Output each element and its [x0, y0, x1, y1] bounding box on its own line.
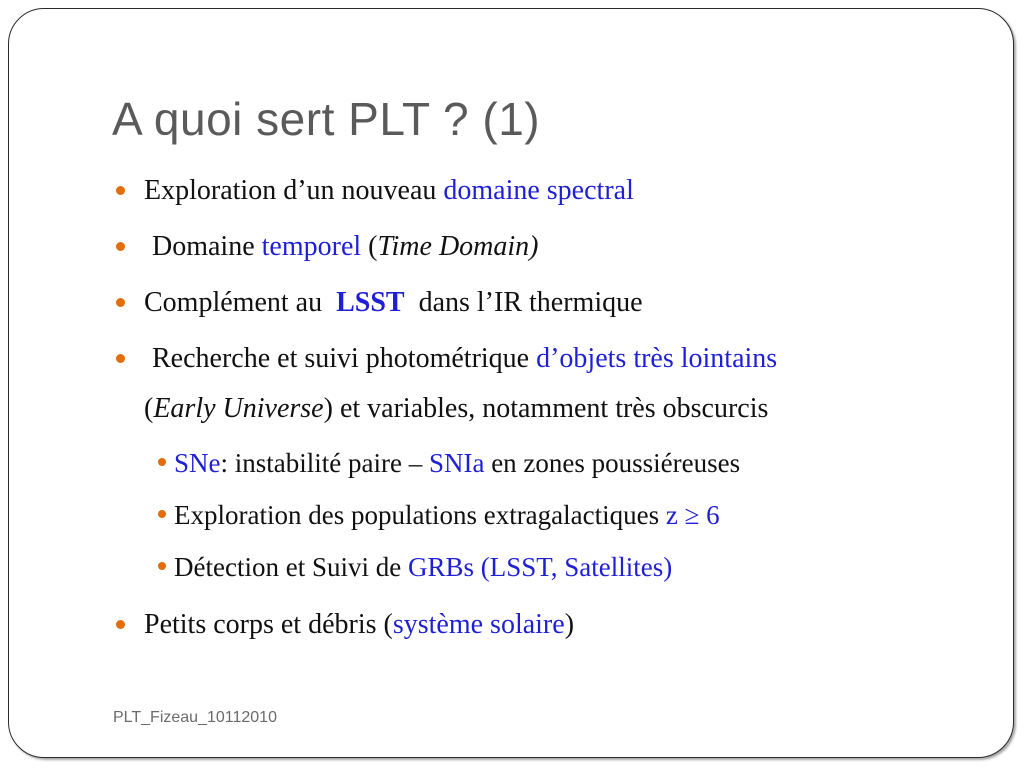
highlight-text: LSST: [336, 287, 405, 318]
bullet-text: (: [144, 393, 154, 424]
sub-bullet-item: [174, 550, 672, 584]
bullet-item: [144, 286, 643, 320]
italic-text: Early Universe: [153, 393, 324, 424]
bullet-text: Exploration d’un nouveau: [144, 175, 444, 206]
highlight-text: d’objets très lointains: [536, 343, 778, 374]
bullet-dot: [116, 620, 125, 629]
bullet-text: ): [564, 609, 575, 640]
italic-text: Time Domain): [377, 231, 539, 262]
bullet-dot: [116, 186, 125, 195]
sub-bullet-dot: [158, 510, 166, 518]
bullet-dot: [116, 354, 125, 363]
highlight-text: temporel: [261, 231, 362, 262]
bullet-text: Détection et Suivi de: [174, 552, 408, 582]
bullet-text: Petits corps et débris (: [144, 609, 393, 640]
sub-bullet-dot: [158, 458, 166, 466]
bullet-text: Recherche et suivi photométrique: [152, 343, 537, 374]
bullet-dot: [116, 242, 125, 251]
bullet-text: en zones poussiéreuses: [484, 448, 741, 478]
bullet-text: : instabilité paire –: [220, 448, 429, 478]
bullet-text: Domaine: [152, 231, 262, 262]
bullet-text: Complément au: [144, 287, 330, 318]
bullet-text: dans l’IR thermique: [411, 287, 643, 318]
highlight-text: SNIa: [428, 448, 485, 478]
highlight-text: z ≥ 6: [665, 500, 720, 530]
sub-bullet-dot: [158, 562, 166, 570]
bullet-text: (: [361, 231, 378, 262]
bullet-item: [144, 608, 574, 642]
bullet-text: ) et variables, notamment très obscurcis: [323, 393, 769, 424]
bullet-item: [152, 342, 777, 376]
bullet-continuation: [144, 392, 768, 426]
highlight-text: domaine spectral: [443, 175, 634, 206]
sub-bullet-item: [174, 446, 740, 480]
bullet-dot: [116, 298, 125, 307]
slide-footer: PLT_Fizeau_10112010: [113, 709, 277, 726]
highlight-text: système solaire: [392, 609, 565, 640]
bullet-text: Exploration des populations extragalactiques: [174, 500, 666, 530]
slide-title: A quoi sert PLT ? (1): [112, 93, 541, 145]
highlight-text: SNe: [174, 448, 221, 478]
bullet-item: [152, 230, 539, 264]
bullet-item: [144, 174, 634, 208]
highlight-text: GRBs (LSST, Satellites): [407, 552, 673, 582]
sub-bullet-item: [174, 498, 720, 532]
